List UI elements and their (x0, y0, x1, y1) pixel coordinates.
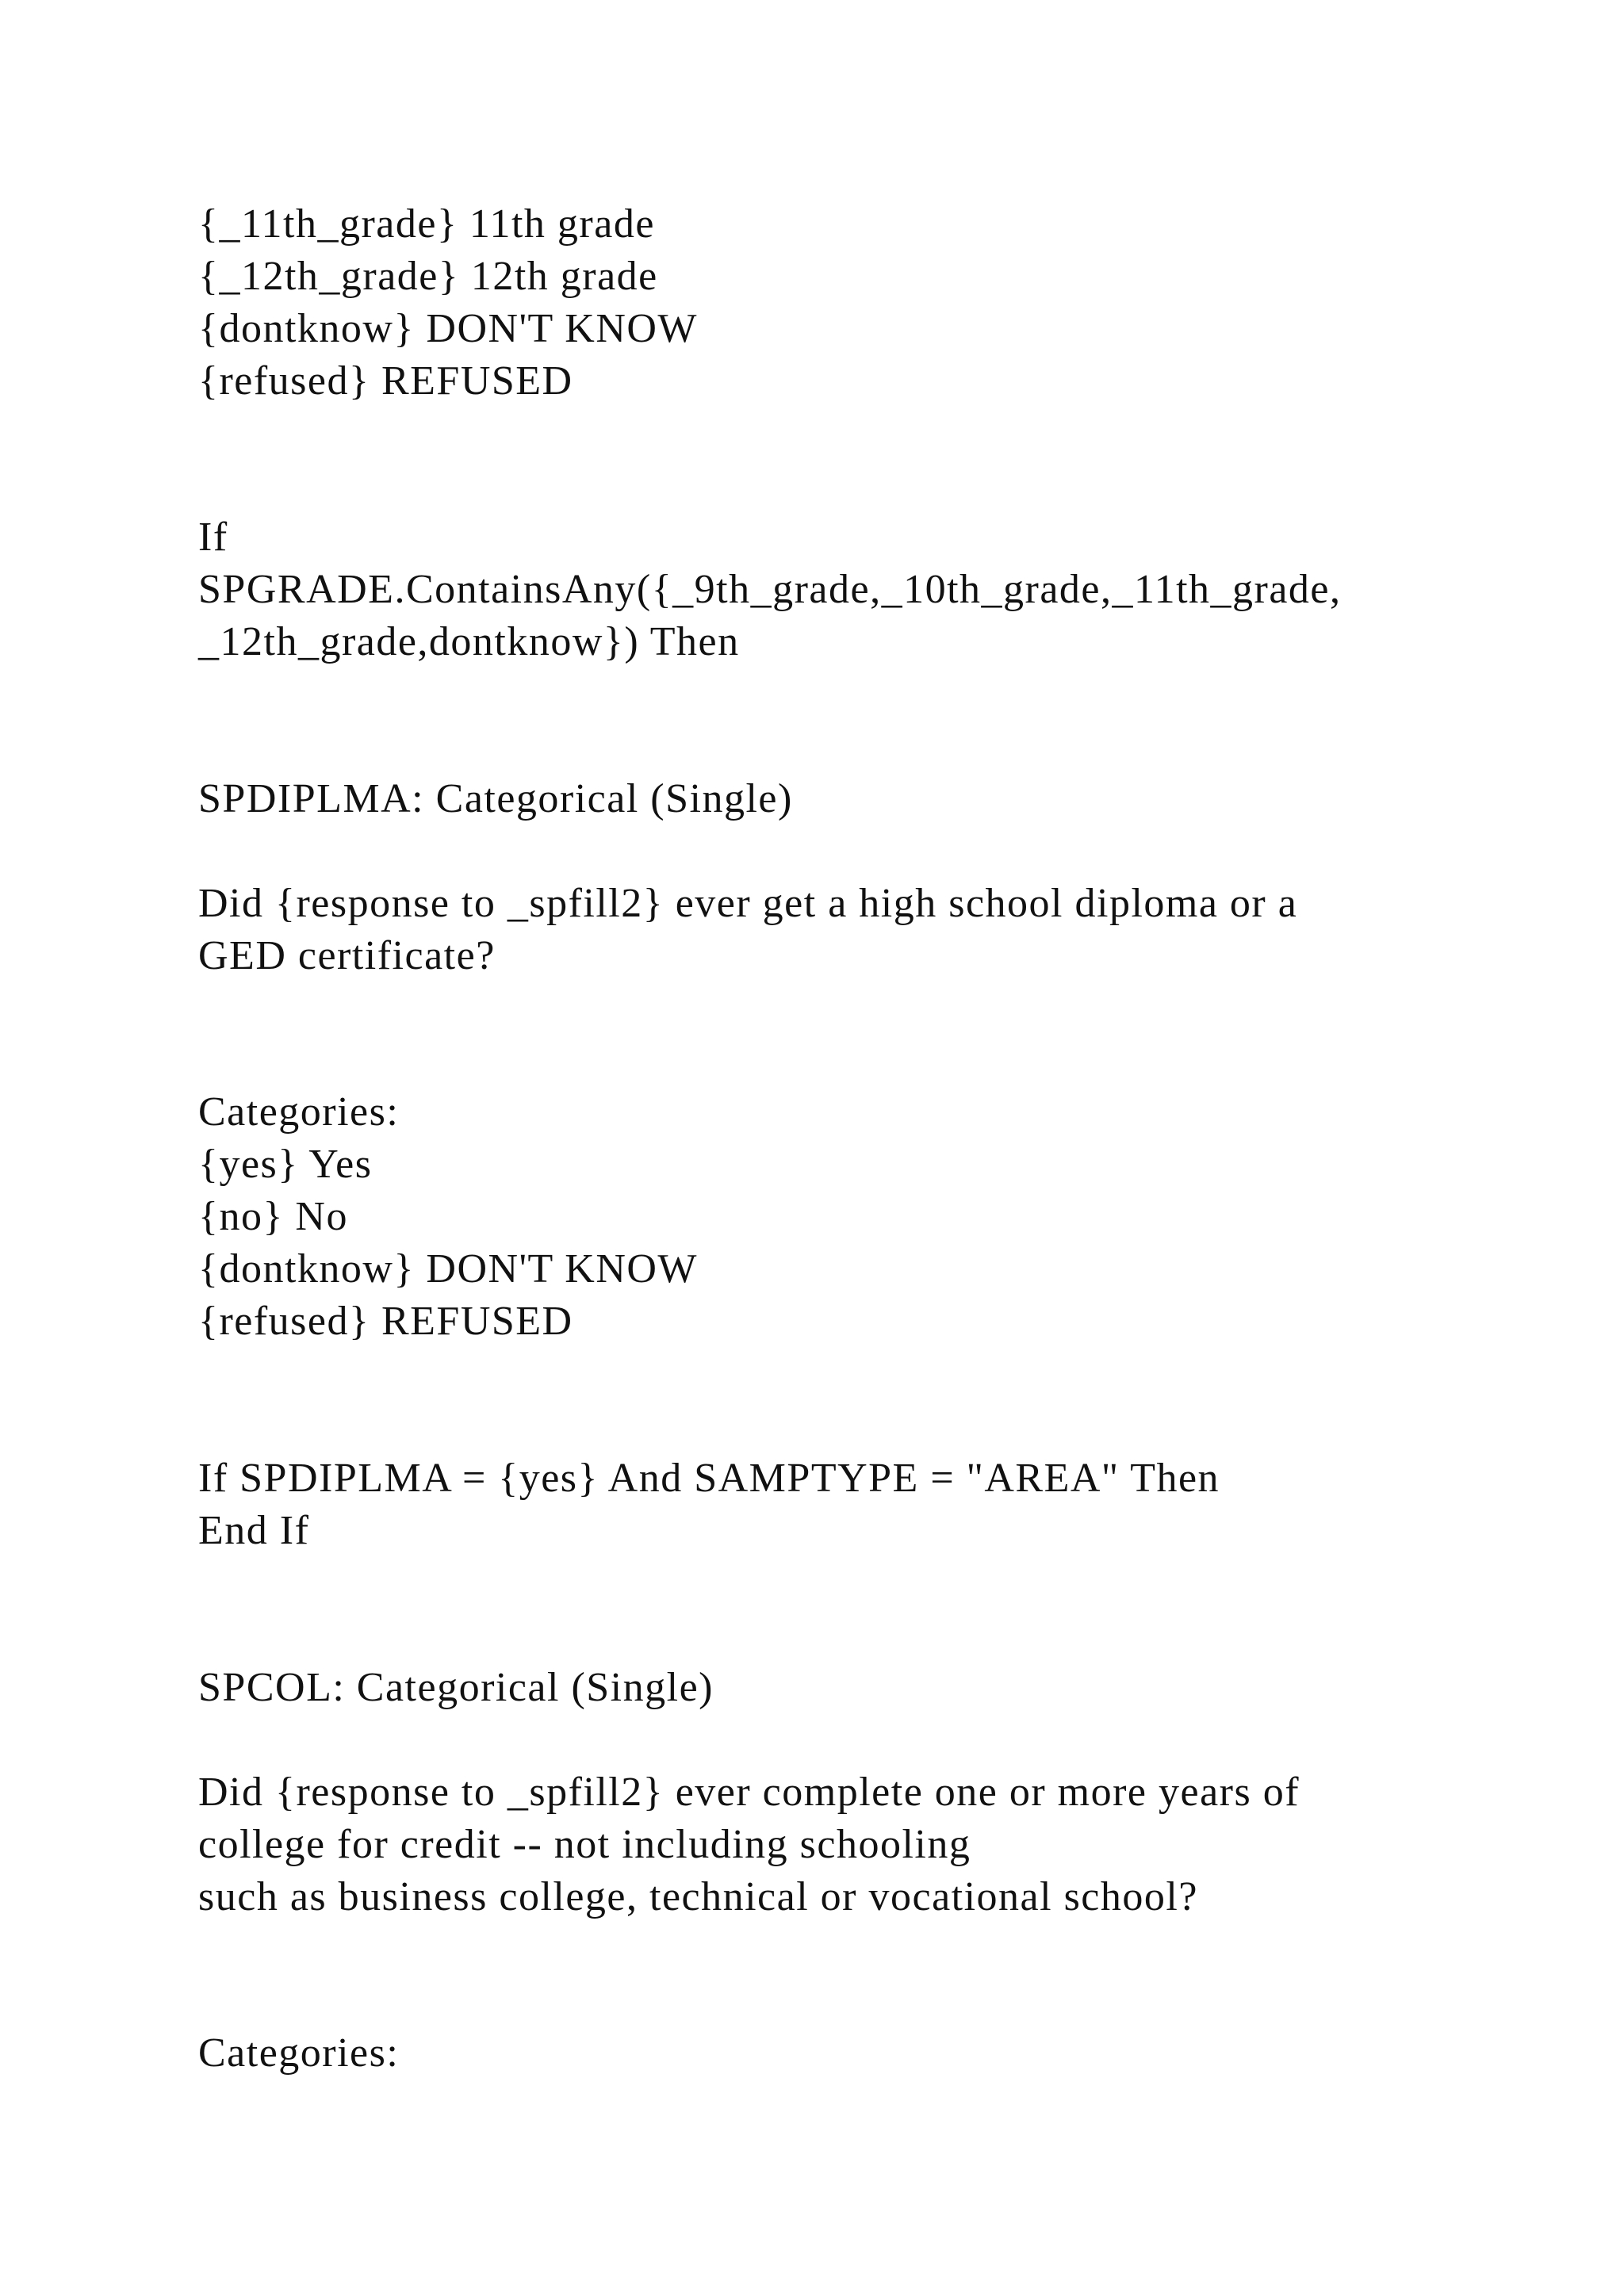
category-dontknow: {dontknow} DON'T KNOW (198, 306, 699, 351)
spdiplma-header: SPDIPLMA: Categorical (Single) (198, 776, 793, 821)
category-refused: {refused} REFUSED (198, 358, 573, 404)
spcol-question-line-1: Did {response to _spfill2} ever complete one or more years of (198, 1770, 1300, 1815)
spcol-categories-label: Categories: (198, 2030, 400, 2076)
category-12th-grade: {_12th_grade} 12th grade (198, 254, 658, 299)
condition-end-if: End If (198, 1508, 310, 1553)
spdiplma-categories-label: Categories: (198, 1089, 400, 1135)
spdiplma-category-no: {no} No (198, 1194, 348, 1239)
spdiplma-question-line-2: GED certificate? (198, 933, 496, 978)
spdiplma-category-dontknow: {dontknow} DON'T KNOW (198, 1246, 699, 1292)
condition-expression-end: _12th_grade,dontknow}) Then (198, 619, 740, 664)
condition-expression: SPGRADE.ContainsAny({_9th_grade,_10th_grade,_11th_grade, (198, 567, 1342, 612)
condition-samptype: If SPDIPLMA = {yes} And SAMPTYPE = "AREA" Then (198, 1456, 1220, 1501)
spdiplma-category-yes: {yes} Yes (198, 1142, 373, 1187)
spdiplma-category-refused: {refused} REFUSED (198, 1299, 573, 1344)
spcol-question-line-2: college for credit -- not including schooling (198, 1822, 971, 1867)
spcol-question-line-3: such as business college, technical or vocational school? (198, 1874, 1198, 1919)
category-11th-grade: {_11th_grade} 11th grade (198, 201, 655, 247)
spcol-header: SPCOL: Categorical (Single) (198, 1665, 714, 1710)
spdiplma-question-line-1: Did {response to _spfill2} ever get a high school diploma or a (198, 881, 1298, 926)
condition-if-keyword: If (198, 515, 228, 560)
